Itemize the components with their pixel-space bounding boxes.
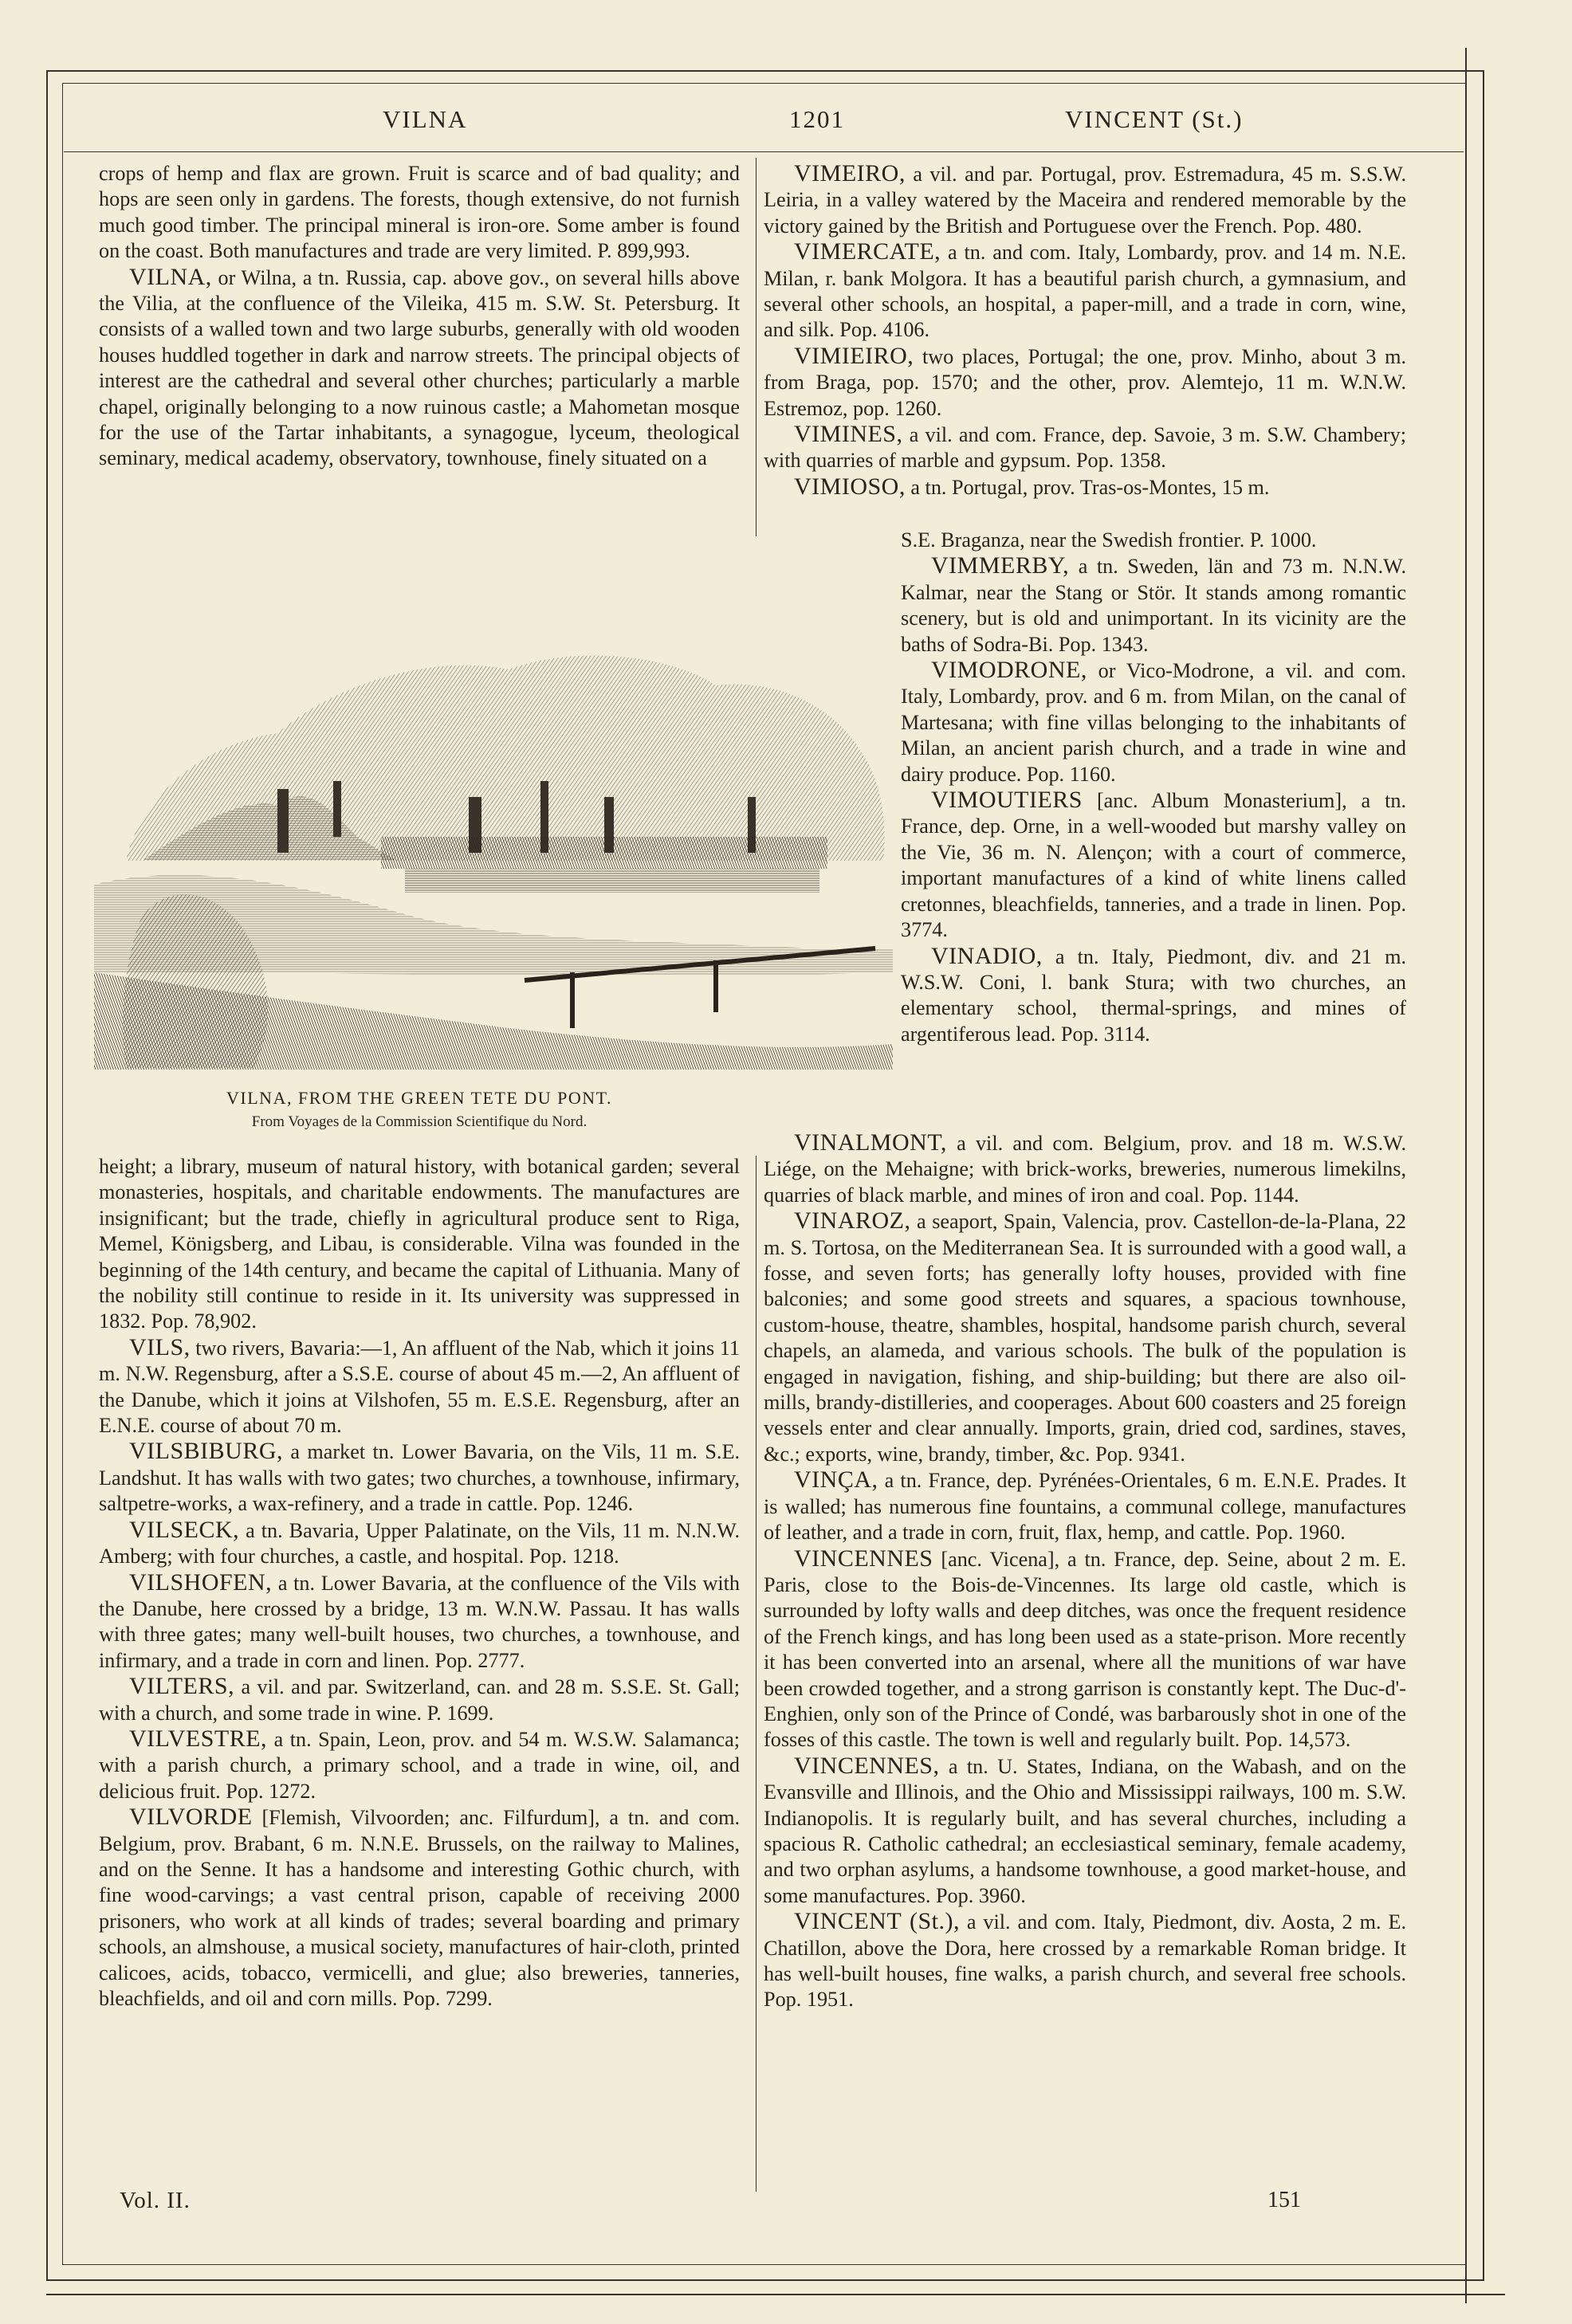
dictionary-entry <box>99 1570 740 1674</box>
dictionary-entry <box>99 1804 740 2012</box>
dictionary-entry <box>99 1726 740 1804</box>
page-number: 1201 <box>789 105 845 133</box>
entry-text: two places, Portugal; the one, prov. Minho, about 3 m. from Braga, pop. 1570; and the other, prov. Alemtejo, 11 m. W.N.W. Estremoz, pop. 1260. <box>764 344 1406 420</box>
caption-credit: From Voyages de la Commission Scientifique du Nord. <box>251 1113 588 1130</box>
entry-headword: VILSECK, <box>129 1516 240 1543</box>
left-column-top <box>99 161 740 472</box>
dictionary-entry <box>764 161 1406 239</box>
caption-title: VILNA, FROM THE GREEN TETE DU PONT. <box>226 1088 612 1108</box>
entry-text: a tn. Lower Bavaria, at the confluence of the Vils with the Danube, here crossed by a bridge, 13 m. W.N.W. Passau. It has walls with three gates; many well-built houses, two churches, a townhouse, and infirmary, and a trade in corn and linen. Pop. 2777. <box>99 1571 741 1672</box>
dictionary-entry <box>901 553 1406 658</box>
entry-text: [anc. Album Monasterium], a tn. France, dep. Orne, in a well-wooded but marshy valley on the Vie, 36 m. N. Alençon; with a court of commerce, important manufactures of a kind of white linens called cretonnes, bleachfields, tanneries, and a trade in linen. Pop. 3774. <box>901 789 1407 942</box>
entry-text: a vil. and com. Belgium, prov. and 18 m. W.S.W. Liége, on the Mehaigne; with brick-works, breweries, numerous limekilns, quarries of black marble, and mines of iron and coal. Pop. 1144. <box>764 1132 1407 1207</box>
running-header <box>64 96 1464 151</box>
entry-headword: VILSHOFEN, <box>129 1568 273 1596</box>
entry-headword: VIMMERBY, <box>931 552 1070 579</box>
dictionary-entry <box>901 658 1406 787</box>
entry-text: a tn. Italy, Piedmont, div. and 21 m. W.S.W. Coni, l. bank Stura; with two churches, an elementary school, thermal-springs, and mines of argentiferous lead. Pop. 3114. <box>901 944 1407 1046</box>
engraving-vilna-illustration <box>94 598 893 1070</box>
right-column-bottom <box>764 1130 1406 2013</box>
entry-text: a tn. Sweden, län and 73 m. N.N.W. Kalmar, near the Stang or Stör. It stands among romantic scenery, but is old and unimportant. In its vicinity are the baths of Sodra-Bi. Pop. 1343. <box>901 555 1407 656</box>
dictionary-entry <box>764 1467 1406 1545</box>
entry-headword: VILVORDE <box>129 1804 253 1831</box>
dictionary-entry <box>99 265 740 472</box>
dictionary-entry <box>764 1753 1406 1909</box>
dictionary-entry <box>764 1909 1406 2013</box>
entry-headword: VIMIOSO, <box>794 473 906 500</box>
entry-text: height; a library, museum of natural history, with botanical garden; several monasteries, hospitals, and charitable endowments. The manufactures are insignificant; but the trade, chiefly in agricultural produce sent to Riga, Memel, Königsberg, and Libau, is considerable. Vilna was founded in the beginning of the 14th century, and became the capital of Lithuania. Many of the nobility still continue to reside in it. Its university was suppressed in 1832. Pop. 78,902. <box>99 1155 740 1333</box>
entry-text: a seaport, Spain, Valencia, prov. Castellon-de-la-Plana, 22 m. S. Tortosa, on the Mediterranean Sea. It is surrounded with a good wall, a fosse, and seven forts; has generally lofty houses, provided with fine balconies; and some good streets and squares, a spacious townhouse, custom-house, theatre, shambles, hospital, handsome parish church, several chapels, an alameda, and various schools. The bulk of the population is engaged in navigation, fishing, and ship-building; but there are also oil-mills, brandy-distilleries, and cooperages. About 600 coasters and 25 foreign vessels enter and clear annually. Imports, grain, dried cod, sardines, staves, &c.; exports, wine, brandy, timber, &c. Pop. 9341. <box>764 1210 1406 1466</box>
entry-headword: VINCENT (St.), <box>794 1908 960 1935</box>
signature-mark: 151 <box>1267 2188 1301 2212</box>
entry-text: two rivers, Bavaria:—1, An affluent of the Nab, which it joins 11 m. N.W. Regensburg, after a S.S.E. course of about 45 m.—2, An affluent of the Danube, which it joins at Vilshofen, 55 m. E.S.E. Regensburg, after an E.N.E. course of about 70 m. <box>99 1336 741 1438</box>
entry-headword: VINAROZ, <box>794 1207 911 1235</box>
entry-headword: VINÇA, <box>794 1466 878 1494</box>
dictionary-entry <box>764 239 1406 343</box>
entry-text: a vil. and com. France, dep. Savoie, 3 m. S.W. Chambery; with quarries of marble and gypsum. Pop. 1358. <box>764 423 1407 473</box>
dictionary-entry <box>764 1546 1406 1753</box>
entry-continuation <box>99 161 740 265</box>
outer-bottom-rule <box>46 2294 1505 2295</box>
entry-headword: VIMODRONE, <box>931 657 1087 684</box>
dictionary-entry <box>99 1439 740 1517</box>
illustration-caption <box>99 1088 740 1131</box>
header-last-entry: VINCENT (St.) <box>1065 105 1244 133</box>
column-divider-bottom <box>756 1156 757 2192</box>
dictionary-entry <box>764 1130 1406 1208</box>
entry-text: a tn. France, dep. Pyrénées-Orientales, 6 m. E.N.E. Prades. It is walled; has numerous fine fountains, a communal college, manufactures of leather, and a trade in corn, fruit, flax, hemp, and cattle. Pop. 1960. <box>764 1469 1407 1545</box>
entry-headword: VIMINES, <box>794 421 903 448</box>
entry-text: or Wilna, a tn. Russia, cap. above gov., on several hills above the Vilia, at the confluence of the Vileika, 415 m. S.W. St. Petersburg. It consists of a walled town and two large suburbs, generally with old wooden houses huddled together in dark and narrow streets. The principal objects of interest are the cathedral and several other churches; particularly a marble chapel, originally belonging to a now ruinous castle; a Mahometan mosque for the use of the Tartar inhabitants, a synagogue, lyceum, theological seminary, medical academy, observatory, townhouse, finely situated on a <box>99 265 740 470</box>
dictionary-entry <box>99 1335 740 1439</box>
entry-text: a tn. U. States, Indiana, on the Wabash, and on the Evansville and Illinois, and the Ohio and Mississippi railways, 100 m. S.W. Indianopolis. It is regularly built, and has several churches, including a spacious R. Catholic cathedral; an ecclesiastical seminary, female academy, and two orphan asylums, a handsome townhouse, a good market-house, and some manufactures. Pop. 3960. <box>764 1754 1406 1907</box>
entry-headword: VINCENNES, <box>794 1752 940 1779</box>
entry-text: a tn. Spain, Leon, prov. and 54 m. W.S.W. Salamanca; with a parish church, a primary school, and a trade in wine, oil, and delicious fruit. Pop. 1272. <box>99 1727 741 1803</box>
entry-headword: VINALMONT, <box>794 1129 947 1156</box>
entry-headword: VILVESTRE, <box>129 1725 268 1752</box>
dictionary-entry <box>99 1517 740 1570</box>
entry-text: a tn. Portugal, prov. Tras-os-Montes, 15 m. <box>910 475 1270 499</box>
entry-headword: VIMERCATE, <box>794 238 941 265</box>
entry-text: a vil. and par. Portugal, prov. Estremadura, 45 m. S.S.W. Leiria, in a valley watered by the Maceira and rendered memorable by the victory gained by the British and Portuguese over the French. Pop. 480. <box>764 163 1406 238</box>
dictionary-entry <box>764 1208 1406 1467</box>
dictionary-entry <box>901 787 1406 943</box>
dictionary-entry <box>764 343 1406 422</box>
entry-headword: VINADIO, <box>931 942 1043 969</box>
entry-headword: VILS, <box>129 1333 191 1360</box>
entry-headword: VILNA, <box>129 263 212 290</box>
entry-continuation <box>901 528 1406 553</box>
column-divider-top <box>756 158 757 536</box>
entry-headword: VILSBIBURG, <box>129 1438 284 1465</box>
entry-text: [Flemish, Vilvoorden; anc. Filfurdum], a tn. and com. Belgium, prov. Brabant, 6 m. N.N.E. Brussels, on the railway to Malines, and on the Senne. It has a handsome and interesting Gothic church, with fine wood-carvings; a vast central prison, capable of receiving 2000 prisoners, who work at all kinds of trades; several boarding and primary schools, an almshouse, a musical society, manufactures of hair-cloth, printed calicoes, acids, tobacco, vermicelli, and glue; also breweries, tanneries, bleachfields, and oil and corn mills. Pop. 7299. <box>99 1806 741 2010</box>
entry-text: S.E. Braganza, near the Swedish frontier. P. 1000. <box>901 528 1317 552</box>
entry-text: a tn. Bavaria, Upper Palatinate, on the Vils, 11 m. N.N.W. Amberg; with four churches, a castle, and hospital. Pop. 1218. <box>99 1518 740 1568</box>
entry-text: a tn. and com. Italy, Lombardy, prov. and 14 m. N.E. Milan, r. bank Molgora. It has a beautiful parish church, a gymnasium, and several other schools, an hospital, a paper-mill, and a trade in corn, wine, and silk. Pop. 4106. <box>764 241 1407 342</box>
entry-headword: VIMOUTIERS <box>931 787 1083 814</box>
right-column-top <box>764 161 1406 501</box>
dictionary-entry <box>99 1674 740 1726</box>
entry-text: a market tn. Lower Bavaria, on the Vils, 11 m. S.E. Landshut. It has walls with two gates; two churches, a townhouse, infirmary, saltpetre-works, a wax-refinery, and a trade in cattle. Pop. 1246. <box>99 1440 740 1516</box>
dictionary-entry <box>901 944 1406 1048</box>
volume-label: Vol. II. <box>120 2188 191 2213</box>
dictionary-entry <box>764 422 1406 474</box>
entry-headword: VIMIEIRO, <box>794 342 914 369</box>
entry-text: or Vico-Modrone, a vil. and com. Italy, Lombardy, prov. and 6 m. from Milan, on the canal of Martesana; with fine villas belonging to the inhabitants of Milan, an ancient parish church, and a trade in wine and dairy produce. Pop. 1160. <box>901 659 1406 786</box>
entry-headword: VINCENNES <box>794 1545 933 1572</box>
header-first-entry: VILNA <box>383 105 468 133</box>
entry-continuation <box>99 1154 740 1335</box>
dictionary-entry <box>764 474 1406 501</box>
entry-text: [anc. Vicena], a tn. France, dep. Seine, about 2 m. E. Paris, close to the Bois-de-Vincennes. Its large old castle, which is surrounded by lofty walls and deep ditches, was once the frequent residence of the French kings, and has long been used as a state-prison. More recently it has been converted into an arsenal, where all the munitions of war have been crowded together, and a strong garrison is constantly kept. The Duc-d'-Enghien, only son of the Prince of Condé, was barbarously shot in one of the fosses of this castle. The town is well and regularly built. Pop. 14,573. <box>764 1547 1407 1752</box>
entry-headword: VIMEIRO, <box>794 160 906 186</box>
left-column-bottom <box>99 1154 740 2012</box>
entry-text: a vil. and com. Italy, Piedmont, div. Aosta, 2 m. E. Chatillon, above the Dora, here crossed by a remarkable Roman bridge. It has well-built houses, fine walks, a parish church, and several free schools. Pop. 1951. <box>764 1910 1407 2012</box>
entry-headword: VILTERS, <box>129 1673 235 1700</box>
right-column-beside-illustration <box>901 528 1406 1047</box>
entry-text: crops of hemp and flax are grown. Fruit is scarce and of bad quality; and hops are seen only in gardens. The forests, though extensive, do not furnish much good timber. The principal mineral is iron-ore. Some amber is found on the coast. Both manufactures and trade are very limited. P. 899,993. <box>99 162 740 263</box>
entry-text: a vil. and par. Switzerland, can. and 28 m. S.S.E. St. Gall; with a church, and some trade in wine. P. 1699. <box>99 1675 741 1725</box>
header-rule <box>64 151 1464 152</box>
